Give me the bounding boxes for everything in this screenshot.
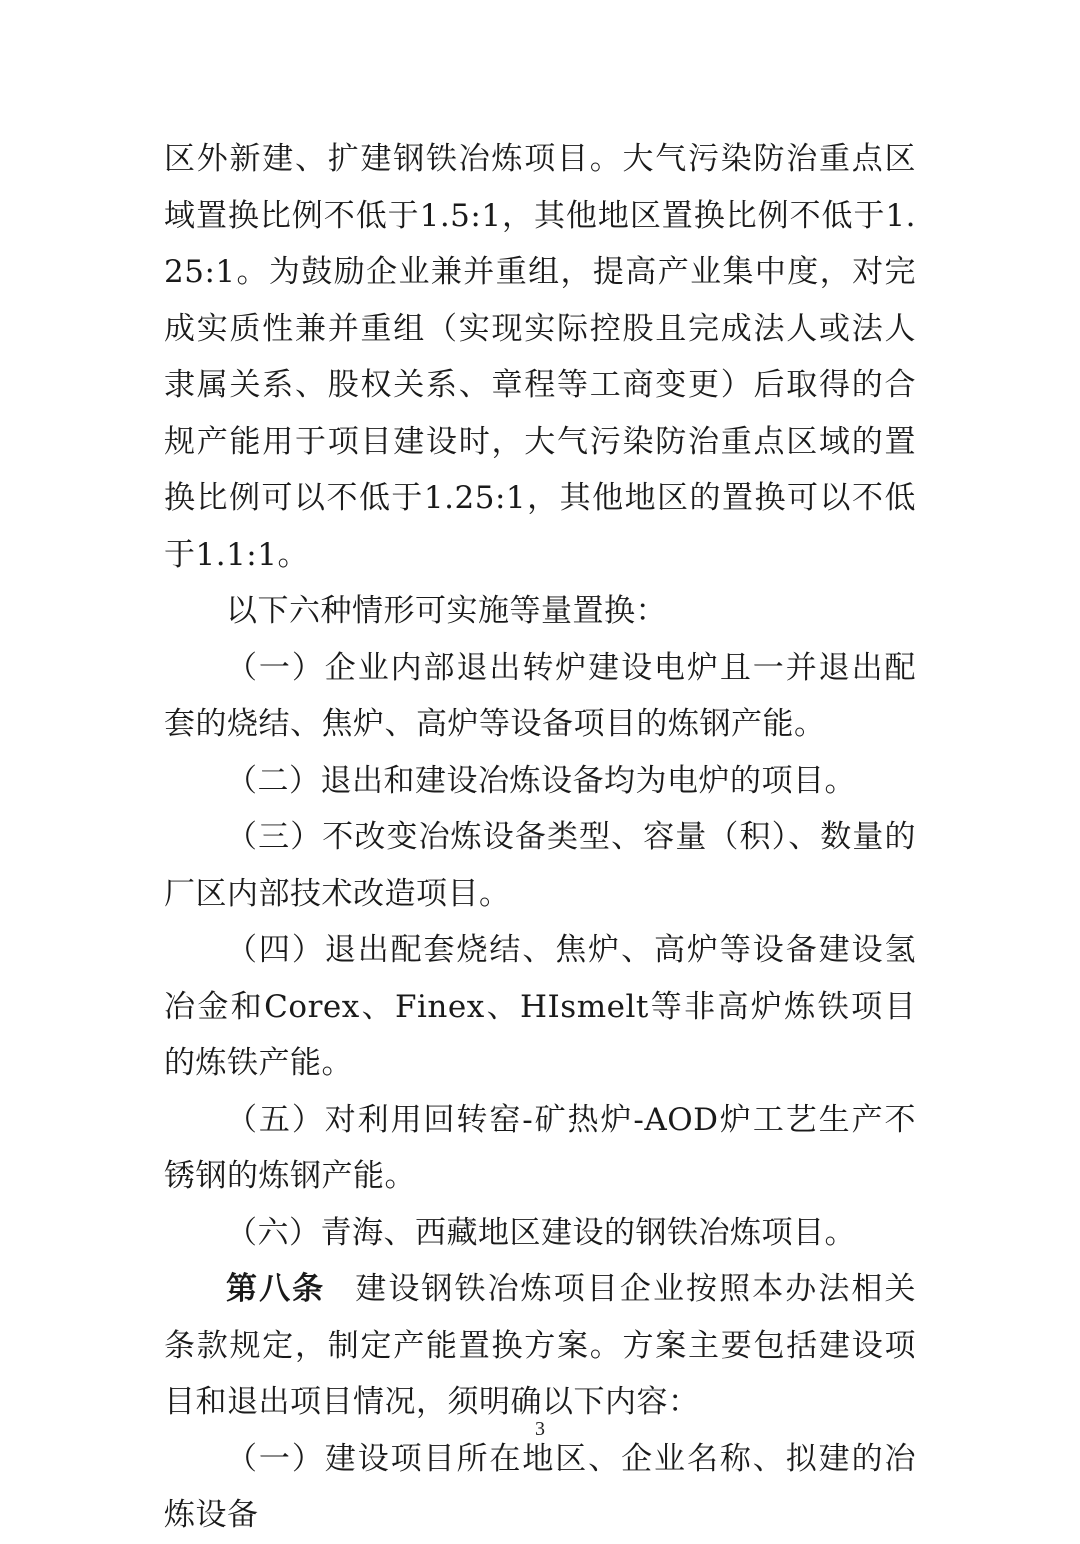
- list-item-1: （一）企业内部退出转炉建设电炉且一并退出配套的烧结、焦炉、高炉等设备项目的炼钢产能。: [164, 649, 916, 742]
- paragraph-continuation: 区外新建、扩建钢铁冶炼项目。大气污染防治重点区域置换比例不低于1.5:1，其他地区置换比例不低于1.25:1。为鼓励企业兼并重组，提高产业集中度，对完成实质性兼并重组（实现实际控股且完成法人或法人隶属关系、股权关系、章程等工商变更）后取得的合规产能用于项目建设时，大气污染防治重点区域的置换比例可以不低于1.25:1，其他地区的置换可以不低于1.1:1。: [164, 141, 916, 573]
- list-item-5: （五）对利用回转窑-矿热炉-AOD炉工艺生产不锈钢的炼钢产能。: [164, 1101, 916, 1194]
- list-item-4: （四）退出配套烧结、焦炉、高炉等设备建设氢冶金和Corex、Finex、HIsmelt等非高炉炼铁项目的炼铁产能。: [164, 932, 916, 1081]
- article-number: 第八条: [226, 1271, 326, 1307]
- page-number: 3: [535, 1418, 545, 1440]
- list-item-3: （三）不改变冶炼设备类型、容量（积）、数量的厂区内部技术改造项目。: [164, 819, 916, 912]
- paragraph-equal-replacement-intro: 以下六种情形可实施等量置换：: [226, 593, 667, 629]
- article-8-paragraph: [164, 1261, 916, 1431]
- document-body: [164, 131, 916, 1544]
- article-8-item-1: （一）建设项目所在地区、企业名称、拟建的冶炼设备: [164, 1440, 916, 1533]
- list-item-6: （六）青海、西藏地区建设的钢铁冶炼项目。: [226, 1214, 856, 1251]
- article-8-text: 建设钢铁冶炼项目企业按照本办法相关条款规定，制定产能置换方案。方案主要包括建设项目和退出项目情况，须明确以下内容：: [164, 1271, 917, 1420]
- list-item-2: （二）退出和建设冶炼设备均为电炉的项目。: [226, 762, 856, 799]
